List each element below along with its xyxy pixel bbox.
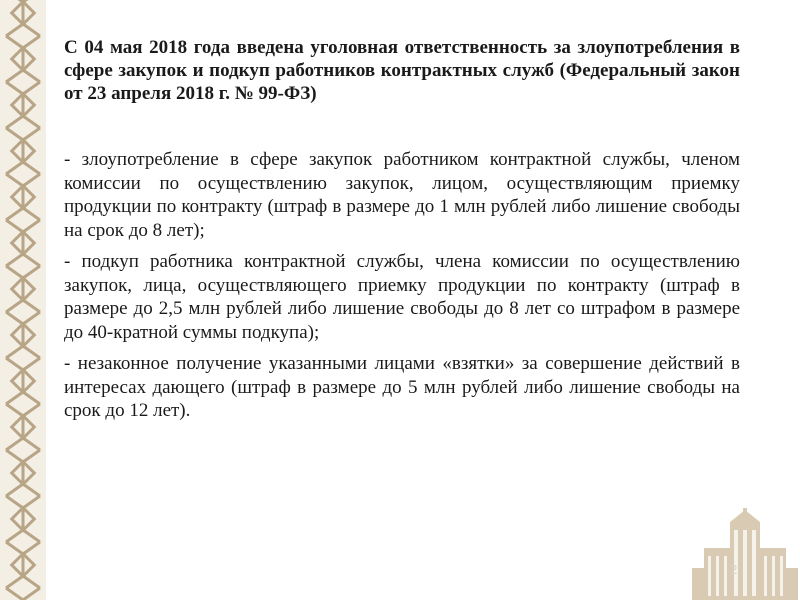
ornament-motif (6, 174, 40, 220)
page-number: 2 (730, 562, 738, 577)
ornament-motif (6, 542, 40, 588)
list-item: - злоупотребление в сфере закупок работником контрактной службы, членом комиссии по осуществлению закупок, лицом, осуществляющим приемку продукции по контракту (штраф в размере до 1 млн рублей либо лишение свободы на срок до 8 лет); (64, 149, 740, 241)
ornament-pattern-icon (0, 0, 46, 600)
list-item: - подкуп работника контрактной службы, члена комиссии по осуществлению закупок, лица, осуществляющего приемку продукции по контракту (штраф в размере до 2,5 млн рублей либо лишение свободы до 8 лет со штрафом в размере до 40-кратной суммы подкупа); (64, 251, 740, 343)
ornament-motif (6, 82, 40, 128)
ornament-motif (6, 0, 40, 36)
ornament-motif (6, 128, 40, 174)
ornament-motif (6, 496, 40, 542)
slide-content (64, 36, 740, 431)
ornament-motif (6, 266, 40, 312)
ornament-motif (6, 312, 40, 358)
ornament-motif (6, 404, 40, 450)
ornament-motif (6, 220, 40, 266)
ornament-motif (6, 358, 40, 404)
ornament-motif (6, 588, 40, 600)
item-list (64, 148, 740, 423)
building-logo-icon (690, 508, 800, 600)
list-item: - незаконное получение указанными лицами «взятки» за совершение действий в интересах дающего (штраф в размере до 5 млн рублей либо лишение свободы на срок до 12 лет). (64, 353, 740, 421)
ornament-motif (6, 450, 40, 496)
ornament-motif (6, 36, 40, 82)
decorative-border (0, 0, 46, 600)
slide-heading: С 04 мая 2018 года введена уголовная ответственность за злоупотребления в сфере закупок и подкуп работников контрактных служб (Федеральный закон от 23 апреля 2018 г. № 99-ФЗ) (64, 37, 740, 104)
